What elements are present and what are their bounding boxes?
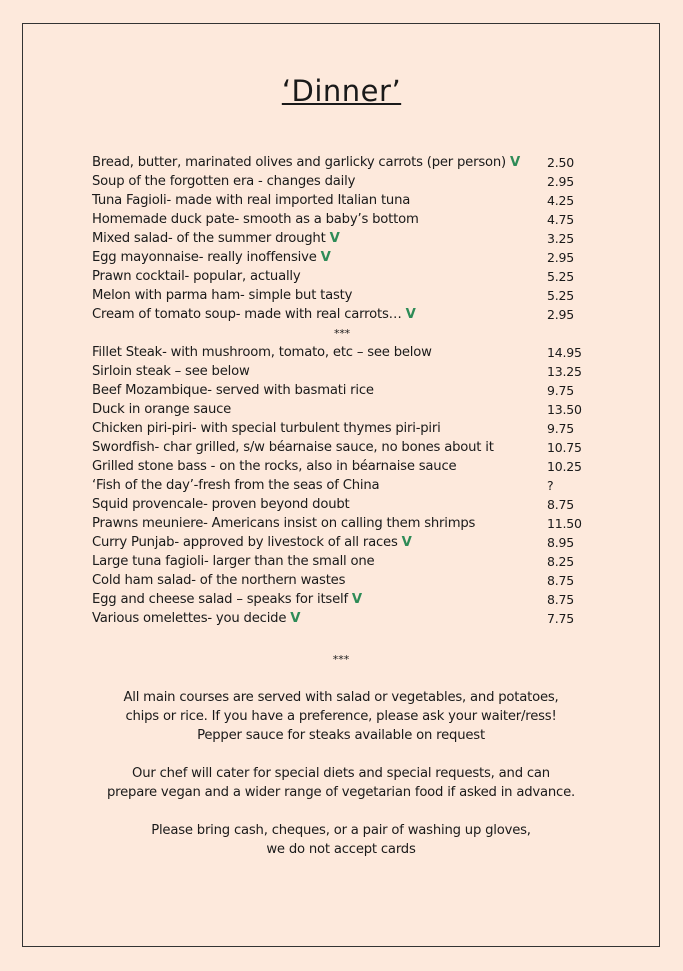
menu-item-description xyxy=(92,343,547,362)
menu-item xyxy=(92,191,592,210)
menu-item xyxy=(92,590,592,609)
menu-item-text: Large tuna fagioli- larger than the small one xyxy=(92,554,375,569)
menu-item xyxy=(92,609,592,628)
menu-item-description xyxy=(92,191,547,210)
menu-item xyxy=(92,172,592,191)
menu-item-text: Various omelettes- you decide xyxy=(92,611,287,626)
menu-item-price: 5.25 xyxy=(547,269,575,284)
menu-item xyxy=(92,229,592,248)
menu-item-description xyxy=(92,400,547,419)
menu-item-price: 8.75 xyxy=(547,497,575,512)
menu-item-description xyxy=(92,419,547,438)
menu-item-description xyxy=(92,476,547,495)
menu-item-price: 10.75 xyxy=(547,440,582,455)
menu-item-description xyxy=(92,533,547,552)
menu-item xyxy=(92,476,592,495)
menu-item-description xyxy=(92,514,547,533)
menu-item-description xyxy=(92,229,547,248)
menu-item-price: 13.25 xyxy=(547,364,582,379)
menu-item-text: Prawns meuniere- Americans insist on calling them shrimps xyxy=(92,516,476,531)
menu-item xyxy=(92,495,592,514)
menu-item-text: Soup of the forgotten era - changes daily xyxy=(92,174,356,189)
menu-item xyxy=(92,533,592,552)
menu-item-text: Mixed salad- of the summer drought xyxy=(92,231,326,246)
vegetarian-icon: V xyxy=(329,231,340,246)
mains-section xyxy=(92,343,592,628)
menu-item-description xyxy=(92,552,547,571)
menu-item-text: Chicken piri-piri- with special turbulent thymes piri-piri xyxy=(92,421,441,436)
menu-item-text: Squid provencale- proven beyond doubt xyxy=(92,497,350,512)
menu-item-price: 4.25 xyxy=(547,193,575,208)
menu-item-price: 2.50 xyxy=(547,155,575,170)
note-line: prepare vegan and a wider range of vegetarian food if asked in advance. xyxy=(107,785,575,800)
note-line: Pepper sauce for steaks available on request xyxy=(197,728,485,743)
menu-item-text: Prawn cocktail- popular, actually xyxy=(92,269,301,284)
payment-note xyxy=(22,821,660,859)
note-line: All main courses are served with salad or vegetables, and potatoes, xyxy=(123,690,559,705)
menu-item-description xyxy=(92,495,547,514)
menu-item-description xyxy=(92,172,547,191)
menu-item-description xyxy=(92,267,547,286)
menu-item-price: 3.25 xyxy=(547,231,575,246)
menu-item-text: Melon with parma ham- simple but tasty xyxy=(92,288,353,303)
menu-item-text: Cold ham salad- of the northern wastes xyxy=(92,573,346,588)
section-separator: *** xyxy=(334,327,350,340)
diet-note xyxy=(22,764,660,802)
menu-item-description xyxy=(92,210,547,229)
menu-item-description xyxy=(92,248,547,267)
menu-item-price: 9.75 xyxy=(547,383,575,398)
menu-item-text: Curry Punjab- approved by livestock of all races xyxy=(92,535,398,550)
menu-item xyxy=(92,381,592,400)
menu-item-text: Egg and cheese salad – speaks for itself xyxy=(92,592,348,607)
notes-separator: *** xyxy=(332,653,350,666)
menu-item-description xyxy=(92,457,547,476)
menu-item-description xyxy=(92,362,547,381)
menu-item xyxy=(92,419,592,438)
menu-item-text: Swordfish- char grilled, s/w béarnaise sauce, no bones about it xyxy=(92,440,494,455)
menu-item-text: Fillet Steak- with mushroom, tomato, etc – see below xyxy=(92,345,432,360)
menu-item-text: ‘Fish of the day’-fresh from the seas of China xyxy=(92,478,380,493)
menu-item xyxy=(92,552,592,571)
menu-notes xyxy=(22,688,660,878)
menu-item-price: 8.75 xyxy=(547,592,575,607)
menu-item-text: Duck in orange sauce xyxy=(92,402,232,417)
menu-item-price: 13.50 xyxy=(547,402,582,417)
menu-list xyxy=(92,153,592,628)
sides-note xyxy=(22,688,660,745)
menu-item-price: ? xyxy=(547,478,554,493)
vegetarian-icon: V xyxy=(509,155,520,170)
menu-item-price: 14.95 xyxy=(547,345,582,360)
menu-item-price: 2.95 xyxy=(547,174,575,189)
menu-item-text: Beef Mozambique- served with basmati rice xyxy=(92,383,374,398)
menu-item xyxy=(92,286,592,305)
menu-item-description xyxy=(92,286,547,305)
menu-item-text: Bread, butter, marinated olives and garlicky carrots (per person) xyxy=(92,155,506,170)
note-line: Our chef will cater for special diets and special requests, and can xyxy=(132,766,550,781)
menu-item-text: Grilled stone bass - on the rocks, also in béarnaise sauce xyxy=(92,459,457,474)
vegetarian-icon: V xyxy=(290,611,301,626)
menu-item-price: 10.25 xyxy=(547,459,582,474)
menu-item-description xyxy=(92,305,547,324)
menu-item-description xyxy=(92,381,547,400)
menu-item-text: Sirloin steak – see below xyxy=(92,364,250,379)
menu-item-price: 8.95 xyxy=(547,535,575,550)
menu-item-price: 5.25 xyxy=(547,288,575,303)
menu-item xyxy=(92,305,592,324)
menu-item-price: 2.95 xyxy=(547,250,575,265)
menu-item xyxy=(92,362,592,381)
menu-item-description xyxy=(92,590,547,609)
menu-item-text: Cream of tomato soup- made with real carrots… xyxy=(92,307,402,322)
menu-item-description xyxy=(92,153,547,172)
menu-item-price: 8.25 xyxy=(547,554,575,569)
menu-item-text: Homemade duck pate- smooth as a baby’s bottom xyxy=(92,212,419,227)
menu-item-text: Egg mayonnaise- really inoffensive xyxy=(92,250,317,265)
menu-item xyxy=(92,343,592,362)
menu-item xyxy=(92,267,592,286)
menu-item-price: 11.50 xyxy=(547,516,582,531)
menu-item xyxy=(92,457,592,476)
note-line: we do not accept cards xyxy=(266,842,416,857)
menu-item xyxy=(92,571,592,590)
menu-item-price: 4.75 xyxy=(547,212,575,227)
menu-item-price: 7.75 xyxy=(547,611,575,626)
note-line: Please bring cash, cheques, or a pair of washing up gloves, xyxy=(151,823,531,838)
menu-item xyxy=(92,438,592,457)
menu-item xyxy=(92,514,592,533)
menu-item-price: 8.75 xyxy=(547,573,575,588)
vegetarian-icon: V xyxy=(351,592,362,607)
vegetarian-icon: V xyxy=(320,250,331,265)
menu-item-price: 9.75 xyxy=(547,421,575,436)
menu-title: ‘Dinner’ xyxy=(281,74,402,108)
menu-item xyxy=(92,210,592,229)
note-line: chips or rice. If you have a preference, please ask your waiter/ress! xyxy=(125,709,557,724)
menu-item-description xyxy=(92,438,547,457)
vegetarian-icon: V xyxy=(405,307,416,322)
vegetarian-icon: V xyxy=(401,535,412,550)
menu-item xyxy=(92,400,592,419)
menu-item xyxy=(92,153,592,172)
menu-item xyxy=(92,248,592,267)
starters-section xyxy=(92,153,592,324)
menu-item-price: 2.95 xyxy=(547,307,575,322)
menu-item-text: Tuna Fagioli- made with real imported Italian tuna xyxy=(92,193,411,208)
menu-item-description xyxy=(92,571,547,590)
menu-item-description xyxy=(92,609,547,628)
